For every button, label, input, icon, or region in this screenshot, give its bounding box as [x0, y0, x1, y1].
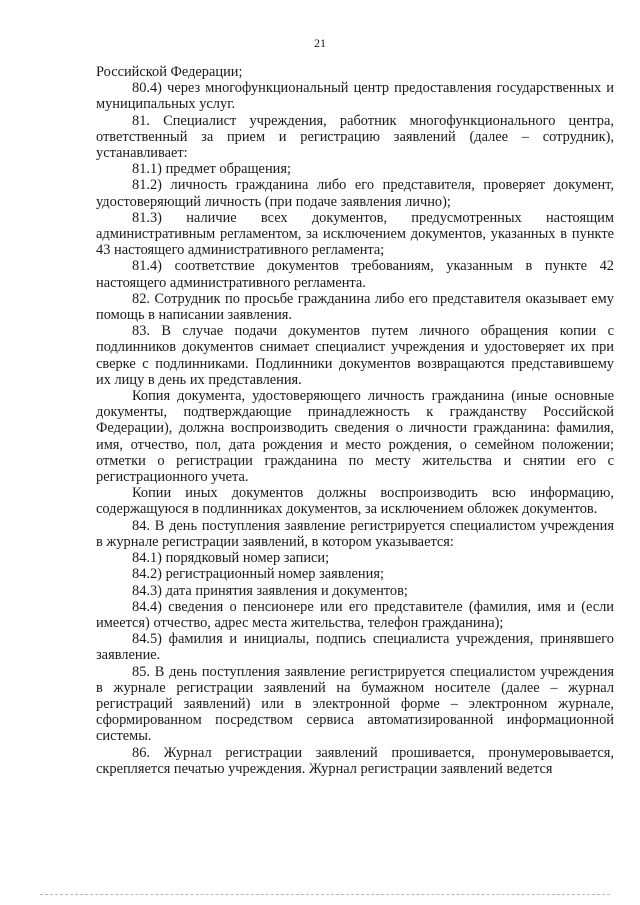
scan-edge-line [40, 894, 610, 895]
paragraph: 84.2) регистрационный номер заявления; [132, 566, 384, 583]
document-body [96, 64, 614, 777]
paragraph: 84.1) порядковый номер записи; [132, 550, 330, 567]
paragraph: 84. В день поступления заявление регистрируется специалистом учреждения в журнале регистрации заявлений, в котором указывается: [96, 517, 614, 550]
paragraph: 86. Журнал регистрации заявлений прошивается, пронумеровывается, скрепляется печатью учреждения. Журнал регистрации заявлений ведется [96, 744, 614, 777]
paragraph: 80.4) через многофункциональный центр предоставления государственных и муниципальных услуг. [96, 80, 614, 113]
paragraph: 84.5) фамилия и инициалы, подпись специалиста учреждения, принявшего заявление. [96, 631, 614, 664]
paragraph: Копия документа, удостоверяющего личность гражданина (иные основные документы, подтверждающие принадлежность к гражданству Российской Федерации), должна воспроизводить сведения о личности гражданина: фамилия, имя, отчество, пол, дата рождения и место рождения, о семейном положении; отметки о регистрации гражданина по месту жительства и снятии его с регистрационного учета. [96, 388, 614, 486]
paragraph: 84.4) сведения о пенсионере или его представителе (фамилия, имя и (если имеется) отчество, адрес места жительства, телефон гражданина); [96, 598, 614, 631]
paragraph: 81.3) наличие всех документов, предусмотренных настоящим административным регламентом, за исключением документов, указанных в пункте 43 настоящего административного регламента; [96, 209, 614, 259]
paragraph: Копии иных документов должны воспроизводить всю информацию, содержащуюся в подлинниках документов, за исключением обложек документов. [96, 485, 614, 518]
paragraph: 83. В случае подачи документов путем личного обращения копии с подлинников документов снимает специалист учреждения и удостоверяет их при сверке с подлинниками. Подлинники документов возвращаются представившему их лицу в день их представления. [96, 323, 614, 388]
paragraph: 85. В день поступления заявление регистрируется специалистом учреждения в журнале регистрации заявлений на бумажном носителе (далее – журнал регистраций заявлений) или в электронной форме – электронном журнале, сформированном посредством сервиса автоматизированной информационной системы. [96, 663, 614, 745]
paragraph: 81.4) соответствие документов требованиям, указанным в пункте 42 настоящего административного регламента. [96, 258, 614, 291]
paragraph: 81.1) предмет обращения; [132, 161, 291, 178]
paragraph: 81. Специалист учреждения, работник многофункционального центра, ответственный за прием и регистрацию заявлений (далее – сотрудник), устанавливает: [96, 112, 614, 162]
paragraph: 82. Сотрудник по просьбе гражданина либо его представителя оказывает ему помощь в написании заявления. [96, 290, 614, 324]
page-number: 21 [314, 36, 326, 50]
paragraph: 84.3) дата принятия заявления и документов; [132, 582, 408, 599]
paragraph: Российской Федерации; [96, 64, 243, 80]
paragraph: 81.2) личность гражданина либо его представителя, проверяет документ, удостоверяющий личность (при подаче заявления лично); [96, 177, 614, 210]
